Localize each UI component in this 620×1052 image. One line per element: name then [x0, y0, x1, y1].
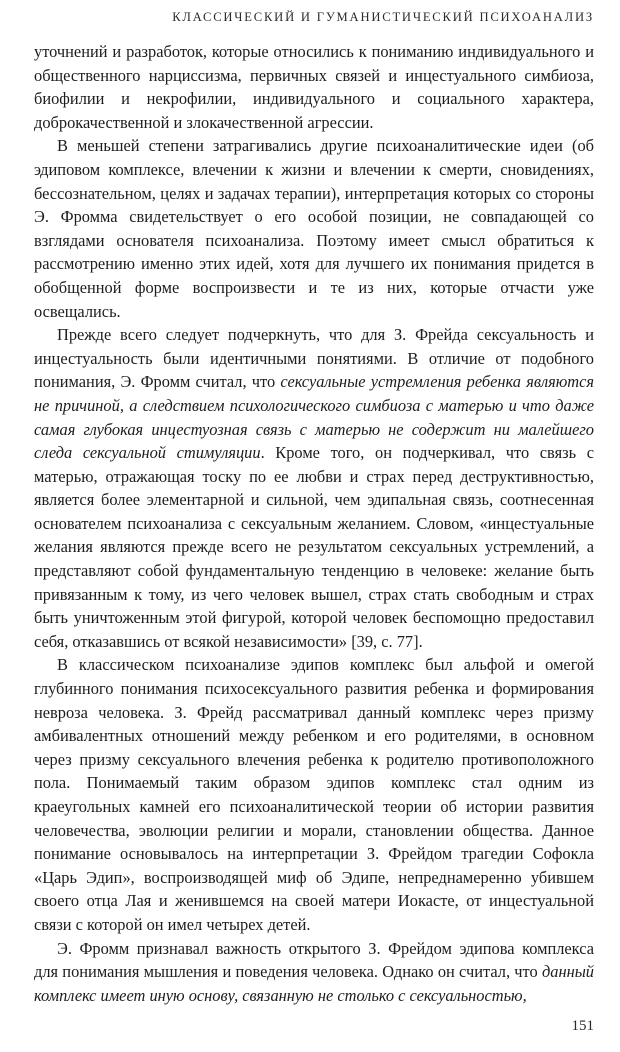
- text-run: В меньшей степени затрагивались другие психоаналитические идеи (об эдиповом комплексе, влечении к жизни и влечении к смерти, сновидениях, бессознательном, целях и задачах терапии), интерпретация которых со стороны Э. Фромма свидетельствует о его особой позиции, не совпадающей со взглядами основателя психоанализа. Поэтому имеет смысл обратиться к рассмотрению именно этих идей, хотя для лучшего их понимания придется в обобщенной форме воспроизвести и те из них, которые отчасти уже освещались.: [34, 136, 594, 321]
- italic-emphasis: данный комплекс имеет иную основу, связанную не столько с сексуальностью,: [34, 962, 594, 1005]
- text-run: . Кроме того, он подчеркивал, что связь с матерью, отражающая тоску по ее любви и страх перед деструктивностью, является более элементарной и сильной, чем эдипальная связь, соотнесенная основателем психоанализа с сексуальным желанием. Словом, «инцестуальные желания являются прежде всего не результатом сексуальных устремлений, а представляют собой фундаментальную тенденцию в человеке: желание быть привязанным к тому, из чего человек вышел, страх стать свободным и страх быть уничтоженным этой фигурой, которой человек беспомощно предоставил себя, отказавшись от всякой независимости» [39, с. 77].: [34, 443, 594, 651]
- body-text: [34, 40, 594, 1007]
- text-run: Прежде всего следует подчеркнуть, что для З. Фрейда сексуальность и инцестуальность были идентичными понятиями. В отличие от подобного понимания, Э. Фромм считал, что: [34, 325, 594, 392]
- page-number: 151: [571, 1018, 594, 1034]
- running-head: КЛАССИЧЕСКИЙ И ГУМАНИСТИЧЕСКИЙ ПСИХОАНАЛИЗ: [172, 10, 594, 24]
- paragraph-3: [34, 323, 594, 653]
- text-run: В классическом психоанализе эдипов комплекс был альфой и омегой глубинного понимания психосексуального развития ребенка и формирования невроза человека. З. Фрейд рассматривал данный комплекс через призму амбивалентных отношений между ребенком и его родителями, в основном через призму сексуального влечения ребенка к родителю противоположного пола. Понимаемый таким образом эдипов комплекс стал одним из краеугольных камней его психоаналитической теории об истории развития человечества, эволюции религии и морали, становлении общества. Данное понимание основывалось на интерпретации З. Фрейдом трагедии Софокла «Царь Эдип», воспроизводящей миф об Эдипе, непреднамеренно убившем своего отца Лая и женившемся на своей матери Иокасте, от инцестуальной связи с которой он имел четырех детей.: [34, 655, 594, 934]
- paragraph-2: [34, 134, 594, 323]
- paragraph-1: [34, 40, 594, 134]
- text-run: уточнений и разработок, которые относились к пониманию индивидуального и общественного нарциссизма, первичных связей и инцестуального симбиоза, биофилии и некрофилии, индивидуального и социального характера, доброкачественной и злокачественной агрессии.: [34, 42, 594, 132]
- paragraph-5: [34, 937, 594, 1008]
- book-page: [34, 0, 594, 1052]
- paragraph-4: [34, 653, 594, 936]
- text-run: Э. Фромм признавал важность открытого З. Фрейдом эдипова комплекса для понимания мышления и поведения человека. Однако он считал, что: [34, 938, 594, 982]
- italic-emphasis: сексуальные устремления ребенка являются не причиной, а следствием психологического симбиоза с матерью и что даже самая глубокая инцестуозная связь с матерью не содержит ни малейшего следа сексуальной стимуляции: [34, 372, 595, 463]
